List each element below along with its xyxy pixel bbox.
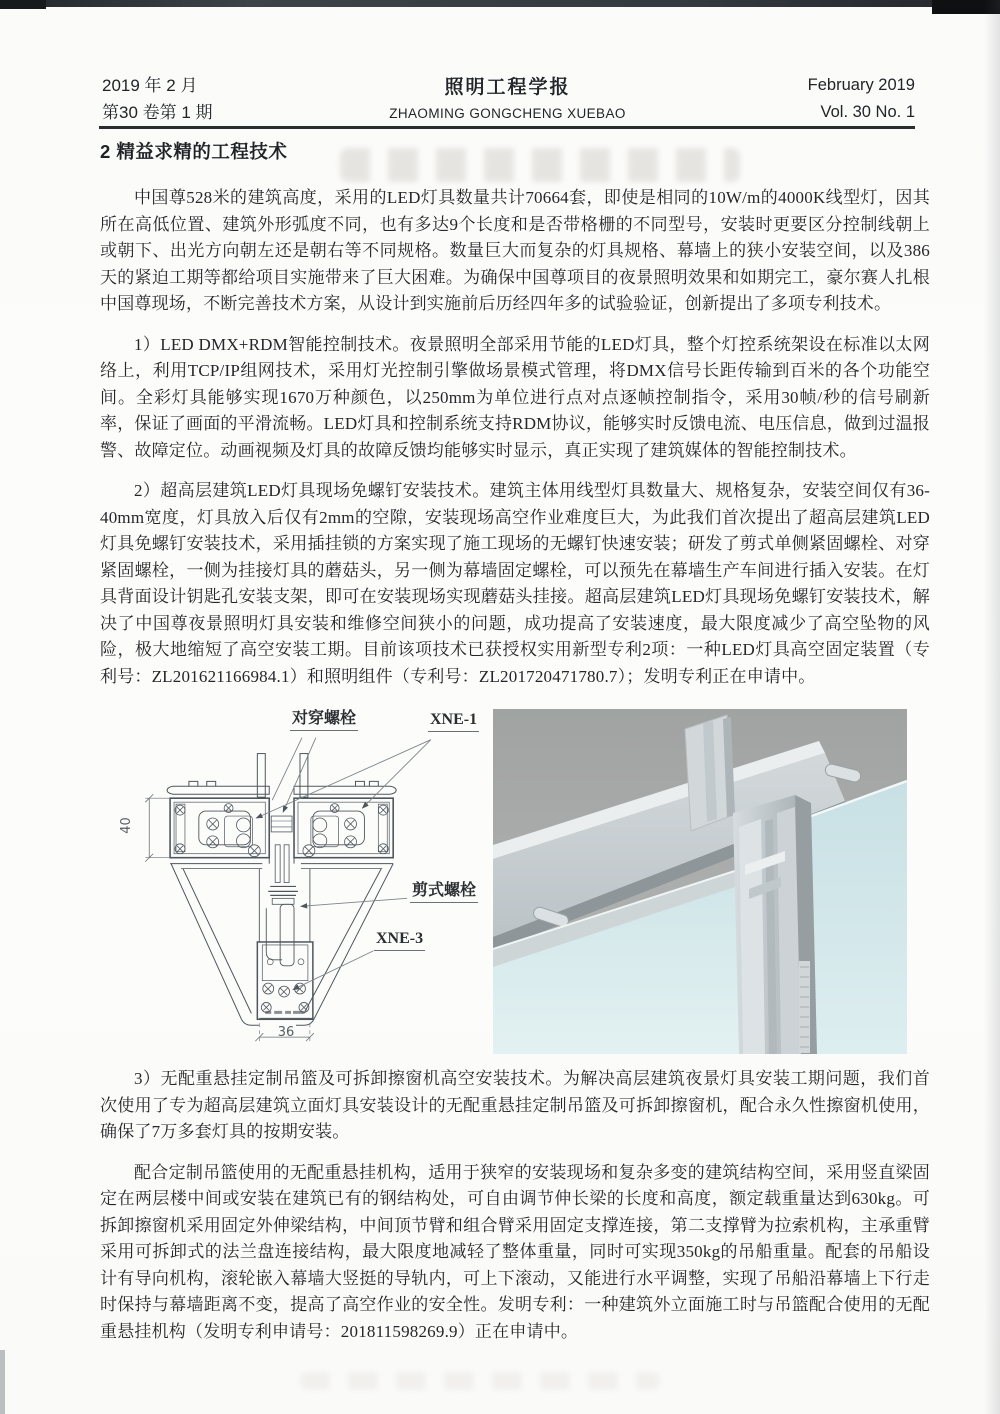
profile-render-photo — [493, 709, 907, 1054]
scan-edge-top-left — [0, 0, 46, 9]
section-heading: 2 精益求精的工程技术 — [100, 141, 288, 162]
section-drawing-svg — [102, 704, 492, 1056]
label-xne-1: XNE-1 — [428, 711, 479, 732]
journal-header — [100, 72, 915, 124]
label-through-bolt: 对穿螺栓 — [290, 710, 358, 731]
article-body — [100, 138, 930, 1359]
header-rule — [99, 126, 915, 129]
paragraph-intro: 中国尊528米的建筑高度，采用的LED灯具数量共计70664套，即使是相同的10W/m的4000K线型灯，因其所在高低位置、建筑外形弧度不同，也有多达9个长度和是否带格栅的不同型号，安装时更要区分控制线朝上或朝下、出光方向朝左还是朝右等不同规格。数量巨大而复杂的灯具规格、幕墙上的狭小安装空间，以及386天的紧迫工期等都给项目实施带来了巨大困难。为确保中国尊项目的夜景照明效果和如期完工，豪尔赛人扎根中国尊现场，不断完善技术方案，从设计到实施前后历经四年多的试验验证，创新提出了多项专利技术。 — [100, 188, 930, 313]
paragraph-gondola: 配合定制吊篮使用的无配重悬挂机构，适用于狭窄的安装现场和复杂多变的建筑结构空间，采用竖直梁固定在两层楼中间或安装在建筑已有的钢结构处，可自由调节伸长梁的长度和高度，额定载重量达到630kg。可拆卸擦窗机采用固定外伸梁结构，中间顶节臂和组合臂采用固定支撑连接，第二支撑臂为拉索机构，主承重臂采用可拆卸式的法兰盘连接结构，最大限度地减轻了整体重量，同时可实现350kg的吊船重量。配套的吊船设计有导向机构，滚轮嵌入幕墙大竖挺的导轨内，可上下滚动，又能进行水平调整，实现了吊船沿幕墙上下行走时保持与幕墙距离不变，提高了高空作业的安全性。发明专利：一种建筑外立面施工时与吊篮配合使用的无配重悬挂机构（发明专利申请号：201811598269.9）正在申请中。 — [100, 1162, 930, 1341]
header-right-block — [808, 72, 915, 126]
header-date-cn: 2019 年 2 月 — [102, 76, 198, 95]
scan-edge-right-shading — [984, 0, 1000, 1414]
render-photo-svg — [493, 709, 907, 1054]
screw-symbols-group — [175, 804, 388, 1013]
figure-row — [100, 704, 930, 1056]
journal-title-cn: 照明工程学报 — [444, 77, 571, 98]
header-issue-cn: 第30 卷第 1 期 — [102, 103, 213, 122]
dimension-40: 40 — [118, 817, 134, 834]
header-date-en: February 2019 — [807, 76, 915, 94]
curtain-wall-section-drawing — [102, 704, 492, 1056]
label-xne-3: XNE-3 — [374, 930, 425, 951]
dimension-36: 36 — [277, 1025, 295, 1040]
paragraph-tech-2: 2）超高层建筑LED灯具现场免螺钉安装技术。建筑主体用线型灯具数量大、规格复杂，安装空间仅有36-40mm宽度，灯具放入后仅有2mm的空隙，安装现场高空作业难度巨大，为此我们首次提出了超高层建筑LED灯具免螺钉安装技术，采用插挂锁的方案实现了施工现场的无螺钉快速安装；研发了剪式单侧紧固螺栓、对穿紧固螺栓，一侧为挂接灯具的蘑菇头，另一侧为幕墙固定螺栓，可以预先在幕墙生产车间进行插入安装。在灯具背面设计钥匙孔安装支架，即可在安装现场实现蘑菇头挂接。超高层建筑LED灯具现场免螺钉安装技术，解决了中国尊夜景照明灯具安装和维修空间狭小的问题，成功提高了安装速度，最大限度减少了高空坠物的风险，极大地缩短了高空安装工期。目前该项技术已获授权实用新型专利2项：一种LED灯具高空固定装置（专利号：ZL201621166984.1）和照明组件（专利号：ZL201720471780.7）；发明专利正在申请中。 — [100, 481, 930, 686]
ink-showthrough-bottom — [300, 1372, 660, 1390]
scan-edge-top — [0, 0, 1000, 7]
profile-outline-group — [167, 754, 396, 1026]
scan-edge-bottom-left — [0, 1350, 5, 1414]
header-vol-en: Vol. 30 No. 1 — [820, 103, 915, 121]
journal-title-romanized: ZHAOMING GONGCHENG XUEBAO — [389, 106, 626, 121]
paragraph-tech-1: 1）LED DMX+RDM智能控制技术。夜景照明全部采用节能的LED灯具，整个灯控系统架设在标准以太网络上，利用TCP/IP组网技术，采用灯光控制引擎做场景模式管理，将DMX信号长距传输到百米的各个功能空间。全彩灯具能够实现1670万种颜色，以250mm为单位进行点对点逐帧控制指令，采用30帧/秒的信号刷新率，保证了画面的平滑流畅。LED灯具和控制系统支持RDM协议，能够实时反馈电流、电压信息，做到过温报警、故障定位。动画视频及灯具的故障反馈均能够实时显示，真正实现了建筑媒体的智能控制技术。 — [100, 334, 930, 460]
header-center-block — [100, 72, 915, 121]
paragraph-tech-3: 3）无配重悬挂定制吊篮及可拆卸擦窗机高空安装技术。为解决高层建筑夜景灯具安装工期问题，我们首次使用了专为超高层建筑立面灯具安装设计的无配重悬挂定制吊篮及可拆卸擦窗机，配合永久性擦窗机使用，确保了7万多套灯具的按期安装。 — [100, 1069, 930, 1141]
label-scissor-bolt: 剪式螺栓 — [410, 882, 478, 903]
